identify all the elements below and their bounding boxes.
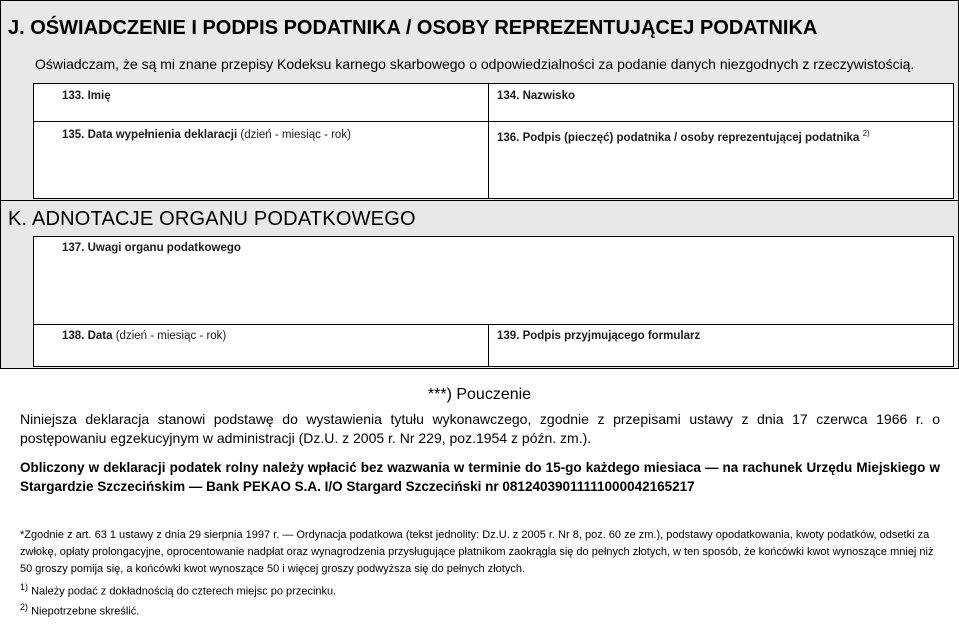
first-name-field[interactable]	[33, 83, 489, 122]
last-name-field[interactable]	[488, 83, 954, 122]
receipt-date-label: 138. Data (dzień - miesiąc - rok)	[62, 330, 227, 342]
section-j-title: J. OŚWIADCZENIE I PODPIS PODATNIKA / OSOBY REPREZENTUJĄCEJ PODATNIKA	[8, 17, 818, 39]
instruction-text: Niniejsza deklaracja stanowi podstawę do wystawienia tytułu wykonawczego, zgodnie z przepisami ustawy z dnia 17 czerwca 1966 r. o postępowaniu egzekucyjnym w administracji (Dz.U. z 2005 r. Nr 229, poz.1954 z późn. zm.).	[20, 411, 940, 446]
fill-date-label: 135. Data wypełnienia deklaracji (dzień - miesiąc - rok)	[62, 129, 351, 141]
payment-instruction-text: Obliczony w deklaracji podatek rolny należy wpłacić bez wazwania w terminie do 15-go każdego miesiaca — na rachunek Urzędu Miejskiego w Stargardzie Szczecińskim — Bank PEKAO S.A. I/O Stargard Szczeciński nr 08124039011111000042165217	[20, 460, 940, 494]
footnote-2: $^{2)}$ Niepotrzebne skreślić.	[20, 602, 140, 618]
signature-label: 136. Podpis (pieczęć) podatnika / osoby reprezentującej podatnika $^{2)}$	[497, 129, 870, 144]
footnote-1: $^{1)}$ Należy podać z dokładnością do czterech miejsc po przecinku.	[20, 582, 337, 598]
first-name-label: 133. Imię	[62, 90, 111, 102]
section-k-title: K. ADNOTACJE ORGANU PODATKOWEGO	[8, 208, 416, 230]
tax-office-remarks-label: 137. Uwagi organu podatkowego	[62, 242, 241, 254]
instruction-title: ***) Pouczenie	[427, 386, 532, 403]
declaration-text: Oświadczam, że są mi znane przepisy Kodeksu karnego skarbowego o odpowiedzialności za podanie danych niezgodnych z rzeczywistością.	[35, 56, 915, 72]
rounding-footnote: *Zgodnie z art. 63 1 ustawy z dnia 29 sierpnia 1997 r. — Ordynacja podatkowa (tekst jednolity: Dz.U. z 2005 r. Nr 8, poz. 60 ze zm.), podstawy opodatkowania, kwoty podatków, odsetki za zwłokę, opłaty prolongacyjne, oprocentowanie nadpłat oraz wynagrodzenia przysługujące płatnikom zaokrągla się do pełnych złotych, w ten sposób, że końcówki kwot wynoszące mniej niż 50 groszy pomija się, a końcówki kwot wynoszące 50 i więcej groszy podwyższa się do pełnych złotych.	[20, 529, 934, 575]
last-name-label: 134. Nazwisko	[497, 90, 575, 102]
receiver-signature-label: 139. Podpis przyjmującego formularz	[497, 330, 701, 342]
